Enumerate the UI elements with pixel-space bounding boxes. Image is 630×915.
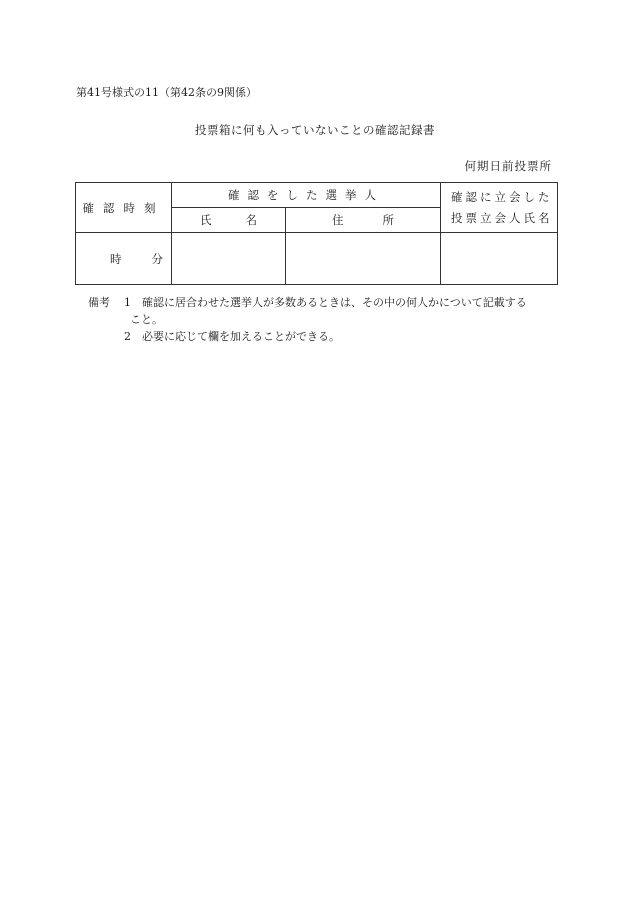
subheader-address-char2: 所 (382, 213, 394, 227)
header-cell-witness (441, 183, 558, 233)
header-voters-label: 確認をした選挙人 (228, 188, 384, 202)
polling-place-label: 何期日前投票所 (464, 159, 552, 173)
notes-label: 備考 (88, 296, 110, 309)
subheader-cell-name (172, 208, 286, 233)
note-text: 確認に居合わせた選挙人が多数あるときは、その中の何人かについて記載する (142, 296, 527, 309)
subheader-address-char1: 住 (332, 213, 344, 227)
note-number: 1 (124, 296, 131, 309)
note-text: 必要に応じて欄を加えることができる。 (142, 330, 340, 343)
body-cell-time[interactable] (76, 233, 172, 285)
note-item (88, 328, 558, 345)
header-cell-time (76, 183, 172, 233)
body-cell-name[interactable] (172, 233, 286, 285)
subheader-name-char2: 名 (245, 213, 257, 227)
form-number: 第41号様式の11（第42条の9関係） (76, 86, 257, 99)
body-cell-address[interactable] (286, 233, 441, 285)
note-continuation: こと。 (130, 313, 163, 326)
document-title: 投票箱に何も入っていないことの確認記録書 (195, 123, 435, 137)
subheader-name-char1: 氏 (200, 213, 212, 227)
header-time-label: 確認時刻 (82, 200, 165, 215)
note-number: 2 (124, 330, 131, 343)
notes-section (88, 294, 558, 345)
note-item (88, 294, 558, 328)
time-minute-label: 分 (151, 251, 163, 266)
header-witness-line1: 確認に立会した (451, 189, 553, 204)
header-cell-voters (172, 183, 441, 208)
body-cell-witness[interactable] (441, 233, 558, 285)
time-hour-label: 時 (110, 251, 122, 266)
subheader-cell-address (286, 208, 441, 233)
header-witness-line2: 投票立会人氏名 (451, 210, 553, 225)
record-table (75, 182, 558, 285)
